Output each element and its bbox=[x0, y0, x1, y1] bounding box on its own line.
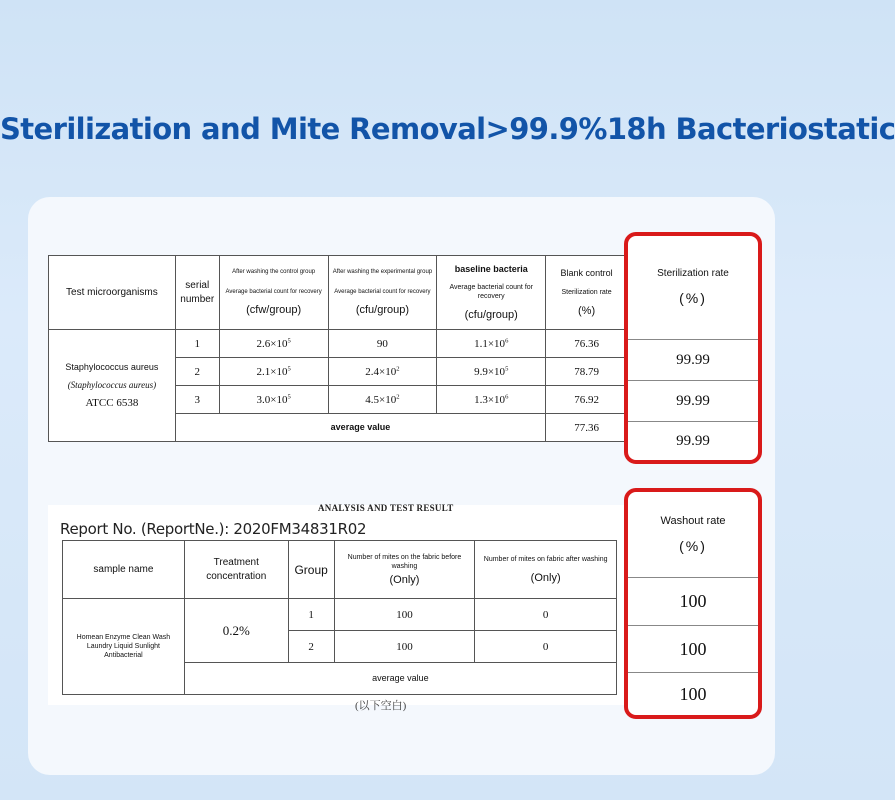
header-blank-sub: Sterilization rate bbox=[561, 288, 612, 296]
row2-control-base: 2.1×10 bbox=[256, 365, 288, 378]
header-treatment: Treatment concentration bbox=[184, 541, 288, 599]
header-after-unit: (Only) bbox=[530, 572, 561, 585]
row2-serial: 2 bbox=[175, 358, 219, 386]
washout-rate-header bbox=[628, 492, 758, 578]
report-title: ANALYSIS AND TEST RESULT bbox=[318, 503, 454, 513]
row1-exp-base: 90 bbox=[376, 337, 388, 350]
washout-rate-highlight bbox=[624, 488, 762, 719]
row2-exp bbox=[328, 358, 437, 386]
organism-cell bbox=[49, 330, 176, 442]
sterilization-rate-value-1: 99.99 bbox=[628, 340, 758, 381]
header-before-unit: (Only) bbox=[389, 574, 420, 587]
average-blank: 77.36 bbox=[546, 414, 628, 442]
header-exp-title: After washing the experimental group bbox=[332, 268, 433, 275]
header-microorganisms: Test microorganisms bbox=[49, 256, 176, 330]
header-sample-name: sample name bbox=[63, 541, 185, 599]
row1-exp bbox=[328, 330, 437, 358]
row3-control-exp: 5 bbox=[287, 392, 291, 400]
group1-before: 100 bbox=[334, 599, 475, 631]
row2-baseline bbox=[437, 358, 546, 386]
report-bottom-note: (以下空白) bbox=[355, 700, 407, 712]
row2-exp-base: 2.4×10 bbox=[365, 365, 397, 378]
group2-cell: 2 bbox=[288, 631, 334, 663]
header-exp-sub: Average bacterial count for recovery bbox=[334, 288, 431, 295]
header-baseline bbox=[437, 256, 546, 330]
average-label-2: average value bbox=[184, 663, 616, 695]
sterilization-rate-value-2: 99.99 bbox=[628, 381, 758, 422]
average-label: average value bbox=[175, 414, 545, 442]
row2-blank: 78.79 bbox=[546, 358, 628, 386]
header-control-unit: (cfw/group) bbox=[246, 304, 302, 317]
row2-baseline-base: 9.9×10 bbox=[474, 365, 506, 378]
group1-after: 0 bbox=[475, 599, 617, 631]
row1-blank: 76.36 bbox=[546, 330, 628, 358]
header-baseline-title: baseline bacteria bbox=[454, 263, 528, 274]
row1-baseline-base: 1.1×10 bbox=[474, 337, 506, 350]
header-control bbox=[219, 256, 328, 330]
row2-baseline-exp: 5 bbox=[505, 364, 509, 372]
header-group-label: Group bbox=[294, 562, 328, 577]
row3-exp bbox=[328, 386, 437, 414]
sterilization-rate-unit: (%) bbox=[679, 290, 707, 307]
organism-name: Staphylococcus aureus bbox=[65, 361, 159, 372]
row3-control bbox=[219, 386, 328, 414]
row2-control-exp: 5 bbox=[287, 364, 291, 372]
organism-strain: ATCC 6538 bbox=[85, 397, 139, 410]
row3-blank: 76.92 bbox=[546, 386, 628, 414]
row3-baseline-base: 1.3×10 bbox=[474, 393, 506, 406]
row1-control-exp: 5 bbox=[287, 336, 291, 344]
row3-serial: 3 bbox=[175, 386, 219, 414]
row1-baseline bbox=[437, 330, 546, 358]
row3-control-base: 3.0×10 bbox=[256, 393, 288, 406]
header-after-title: Number of mites on fabric after washing bbox=[483, 555, 608, 563]
header-blank bbox=[546, 256, 628, 330]
header-serial: serial number bbox=[175, 256, 219, 330]
header-group bbox=[288, 541, 334, 599]
header-blank-unit: (%) bbox=[578, 304, 596, 317]
sterilization-rate-value-3: 99.99 bbox=[676, 432, 710, 449]
header-before-title: Number of mites on the fabric before washing bbox=[347, 553, 462, 570]
sterilization-rate-title: Sterilization rate bbox=[657, 268, 729, 280]
header-after bbox=[475, 541, 617, 599]
page-headline: Sterilization and Mite Removal>99.9%18h Bacteriostatic bbox=[0, 112, 895, 146]
row1-baseline-exp: 6 bbox=[505, 336, 509, 344]
washout-rate-value-2: 100 bbox=[628, 626, 758, 673]
header-before bbox=[334, 541, 475, 599]
header-exp-unit: (cfu/group) bbox=[355, 304, 410, 317]
group1-cell: 1 bbox=[288, 599, 334, 631]
row3-baseline bbox=[437, 386, 546, 414]
report-number: Report No. (ReportNe.): 2020FM34831R02 bbox=[60, 520, 367, 538]
sterilization-rate-header bbox=[628, 236, 758, 340]
mite-removal-table bbox=[62, 540, 617, 695]
organism-latin: (Staphylococcus aureus) bbox=[67, 379, 157, 390]
header-control-sub: Average bacterial count for recovery bbox=[225, 288, 322, 295]
header-control-title: After washing the control group bbox=[232, 268, 316, 275]
row2-exp-exp: 2 bbox=[396, 364, 400, 372]
row1-serial: 1 bbox=[175, 330, 219, 358]
washout-rate-title: Washout rate bbox=[660, 514, 726, 527]
row1-control-base: 2.6×10 bbox=[256, 337, 288, 350]
washout-rate-value-3: 100 bbox=[679, 683, 707, 704]
group2-after: 0 bbox=[475, 631, 617, 663]
sample-name-cell: Homean Enzyme Clean Wash Laundry Liquid Sunlight Antibacterial bbox=[63, 599, 185, 695]
header-experimental bbox=[328, 256, 437, 330]
header-baseline-sub: Average bacterial count for recovery bbox=[449, 284, 533, 301]
row3-exp-exp: 2 bbox=[396, 392, 400, 400]
sterilization-rate-highlight bbox=[624, 232, 762, 464]
washout-rate-value-1: 100 bbox=[628, 578, 758, 626]
concentration-cell: 0.2% bbox=[184, 599, 288, 663]
row3-exp-base: 4.5×10 bbox=[365, 393, 397, 406]
row2-control bbox=[219, 358, 328, 386]
row3-baseline-exp: 6 bbox=[505, 392, 509, 400]
group2-before: 100 bbox=[334, 631, 475, 663]
washout-rate-unit: (%) bbox=[679, 537, 707, 554]
row1-control bbox=[219, 330, 328, 358]
sterilization-table bbox=[48, 255, 628, 442]
header-blank-title: Blank control bbox=[560, 268, 613, 279]
header-baseline-unit: (cfu/group) bbox=[464, 309, 518, 322]
